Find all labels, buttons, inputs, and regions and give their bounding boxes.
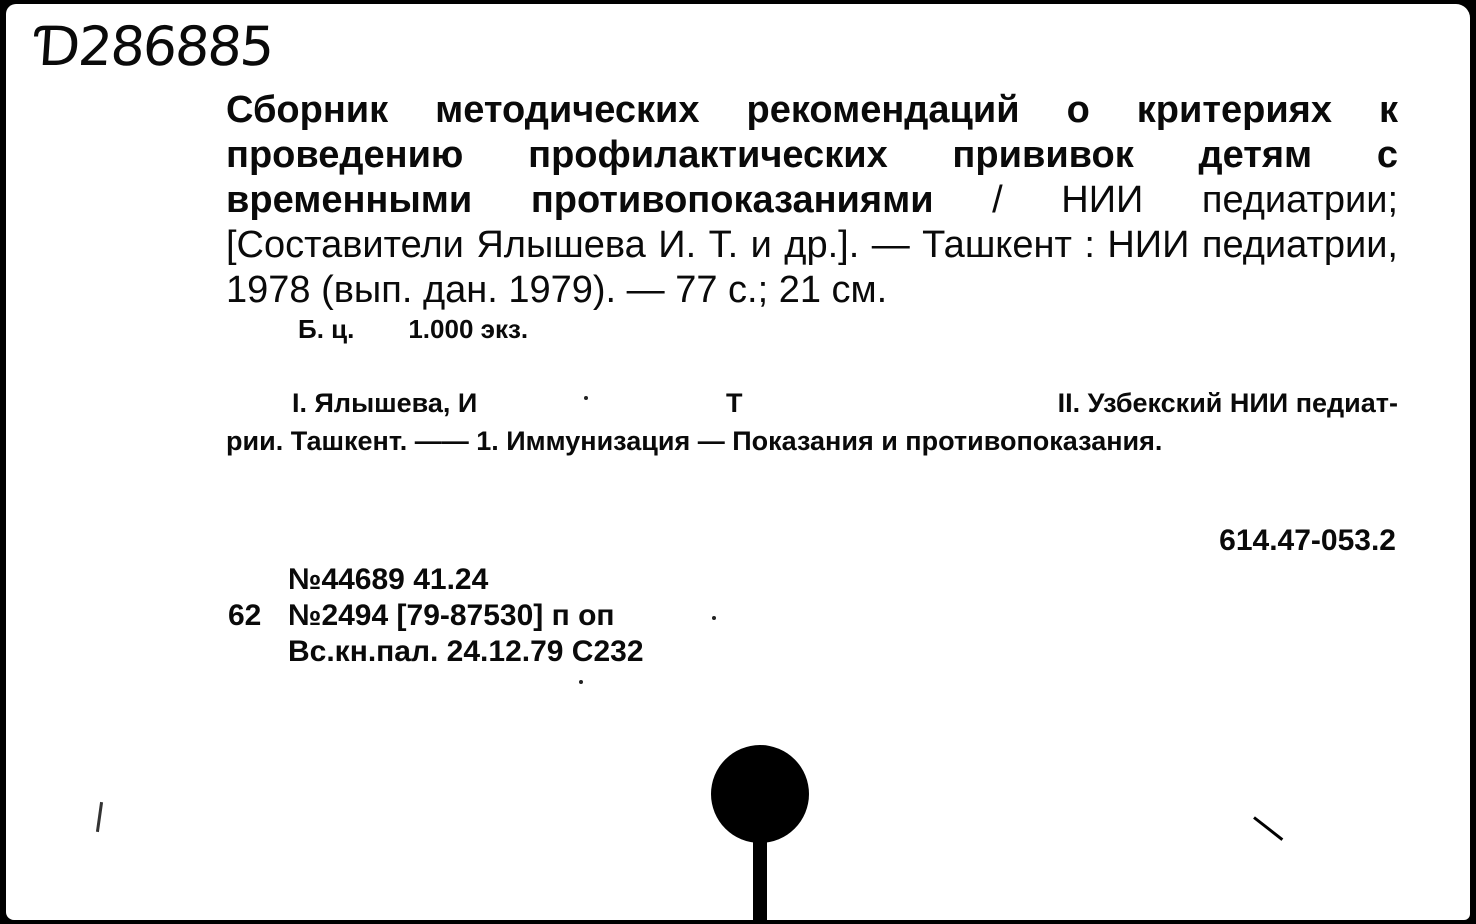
record-line-3: Вс.кн.пал. 24.12.79 С232 <box>288 635 644 668</box>
tracing-author: I. Ялышева, И <box>292 388 478 418</box>
print-run: 1.000 экз. <box>408 314 529 344</box>
tracing-initial: Т <box>726 388 743 418</box>
card-rod-slot <box>753 824 767 920</box>
record-prefix: 62 <box>228 599 262 632</box>
scan-speck <box>584 396 588 400</box>
udc-code: 614.47-053.2 <box>1219 524 1396 557</box>
tracings-row <box>226 384 1398 422</box>
title-proper: Сборник методических рекомендаций о критериях к проведению профилактических прививок детям с временными противопоказаниями <box>226 89 1398 221</box>
inventory-number: Ɗ286885 <box>33 15 275 78</box>
record-line-1: №44689 41.24 <box>288 563 489 596</box>
catalog-card <box>6 4 1470 920</box>
price-line <box>298 314 582 345</box>
scan-speck <box>712 616 716 620</box>
scan-mark <box>96 802 103 832</box>
tracing-subjects: рии. Ташкент. —— 1. Иммунизация — Показания и противопоказания. <box>226 426 1163 456</box>
tracing-institution: II. Узбекский НИИ педиат- <box>1057 388 1398 418</box>
price-label: Б. ц. <box>298 314 355 344</box>
bibliographic-description <box>226 88 1398 313</box>
title-statement: / НИИ педиатрии; [Составители Ялышева И. Т. и др.]. — Ташкент : НИИ педиатрии, 1978 (вып. дан. 1979). — 77 с.; 21 см. <box>226 179 1398 311</box>
scan-speck <box>579 680 583 684</box>
record-line-2: №2494 [79-87530] п оп <box>288 599 615 632</box>
tracings <box>226 384 1398 460</box>
scan-mark <box>1253 816 1283 841</box>
